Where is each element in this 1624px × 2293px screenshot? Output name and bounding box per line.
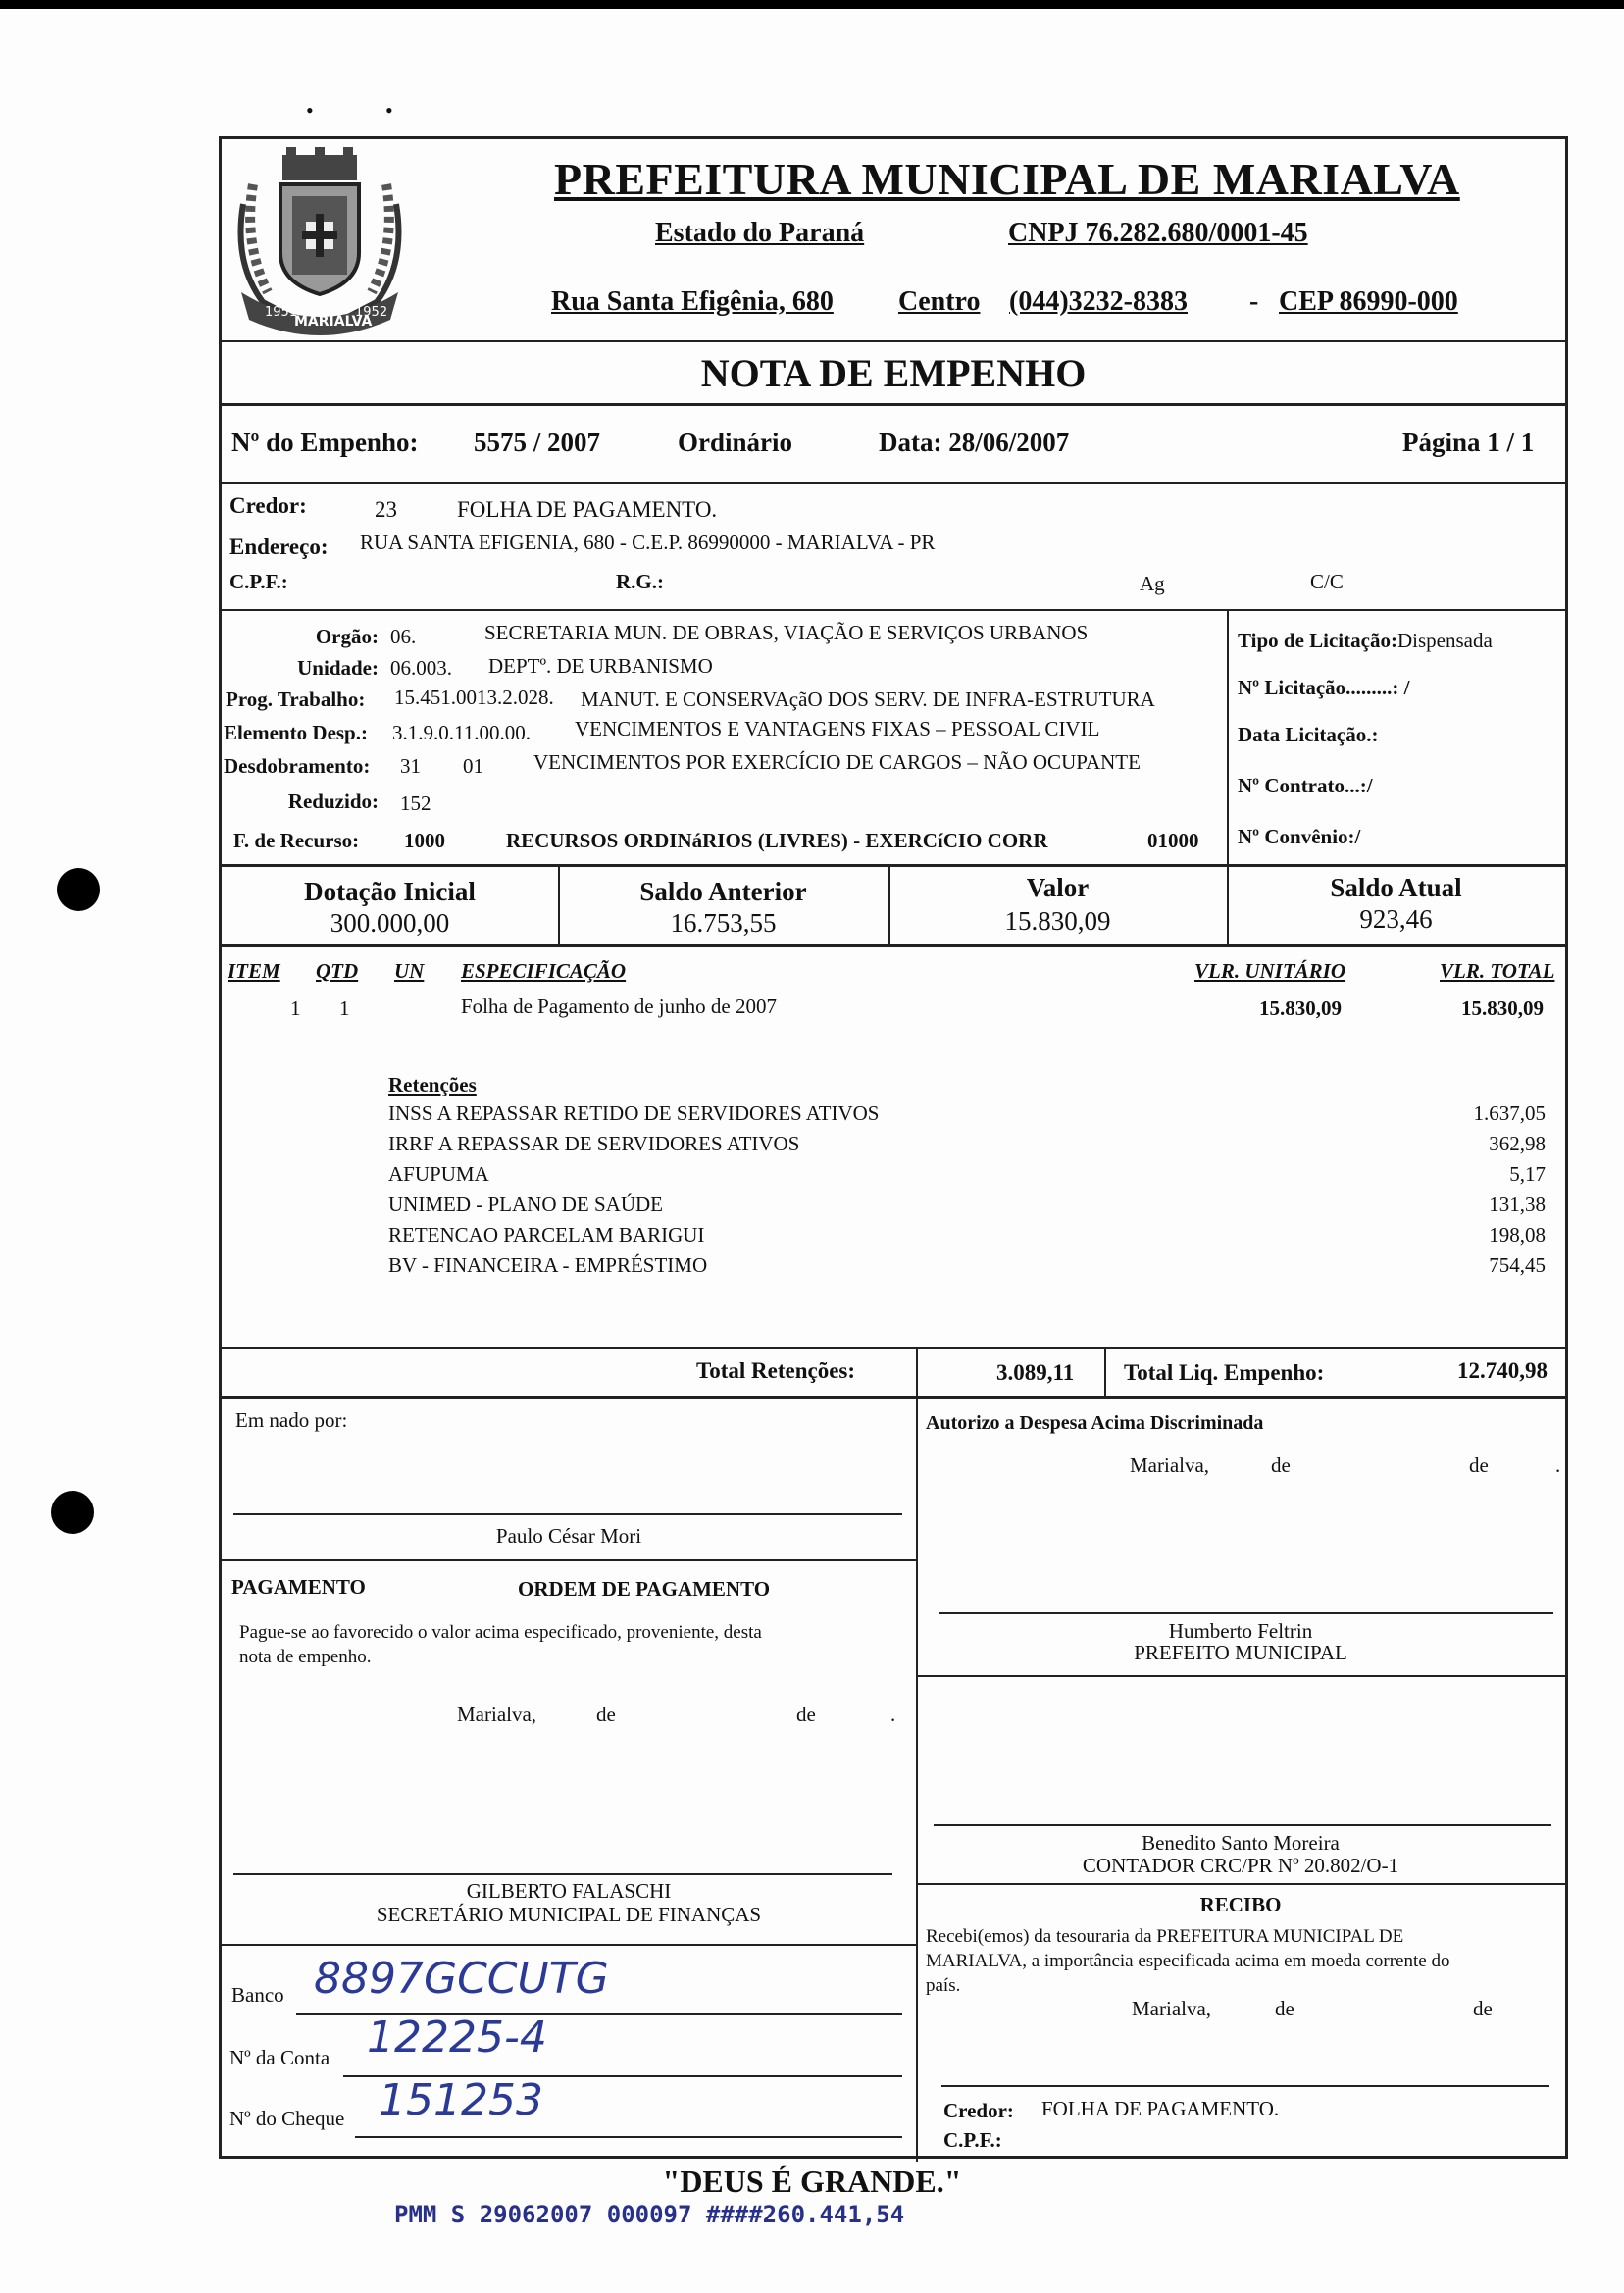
recurso-label: F. de Recurso: [233,829,360,852]
recurso-code: 1000 [404,829,445,852]
list-item-value: 1.637,05 [1473,1101,1546,1125]
header-sep: - [1249,286,1259,317]
cc-label: C/C [1310,570,1344,593]
col-qtd-header: QTD [316,959,359,983]
header-district: Centro [898,286,981,317]
document-title: NOTA DE EMPENHO [700,351,1087,395]
scan-top-border [0,0,1624,9]
total-liquido-value: 12.740,98 [1457,1358,1548,1383]
empenhado-name: Paulo César Mori [495,1524,642,1548]
list-item-value: 362,98 [1489,1132,1546,1155]
conta-value: 12225-4 [367,2013,547,2063]
scan-mark: • [385,98,393,123]
ordem-pagamento-label: ORDEM DE PAGAMENTO [518,1577,771,1601]
dotacao-inicial-value: 300.000,00 [330,908,450,938]
row-total: 15.830,09 [1461,996,1544,1020]
header-state: Estado do Paraná [655,218,865,248]
header-cep: CEP 86990-000 [1279,286,1458,317]
recibo-de2: de [1473,1997,1493,2020]
rg-label: R.G.: [616,570,664,593]
saldos-section [222,864,1565,944]
autorizo-de1: de [1271,1453,1291,1477]
banco-value: 8897GCCUTG [314,1954,609,2004]
unidade-label: Unidade: [297,656,379,680]
pagamento-text: Pague-se ao favorecido o valor acima especificado, proveniente, desta nota de empenho. [239,1622,762,1667]
prog-desc: MANUT. E CONSERVAçãO DOS SERV. DE INFRA-ESTRUTURA [581,688,1155,711]
valor-value: 15.830,09 [1004,906,1111,936]
col-vlr-unitario-header: VLR. UNITÁRIO [1194,959,1346,983]
empenho-type: Ordinário [678,428,793,457]
orgao-desc: SECRETARIA MUN. DE OBRAS, VIAÇÃO E SERVIÇOS URBANOS [484,621,1089,644]
empenhado-por-label: Em nado por: [235,1408,348,1432]
empenho-date: Data: 28/06/2007 [879,428,1070,457]
numero-contrato: Nº Contrato...:/ [1238,774,1373,797]
credor-name: FOLHA DE PAGAMENTO. [457,497,718,522]
empenho-number-label: Nº do Empenho: [231,428,419,457]
unidade-desc: DEPTº. DE URBANISMO [488,654,713,678]
list-item: UNIMED - PLANO DE SAÚDE [388,1193,663,1216]
pagamento-de2: de [796,1703,816,1726]
punch-hole [57,868,100,911]
elemento-code: 3.1.9.0.11.00.00. [392,721,531,744]
header-title: PREFEITURA MUNICIPAL DE MARIALVA [554,154,1460,204]
conta-label: Nº da Conta [229,2046,330,2069]
orgao-code: 06. [390,625,417,648]
dotacao-inicial-label: Dotação Inicial [304,877,476,906]
empenho-number: 5575 / 2007 [474,428,601,457]
header-street: Rua Santa Efigênia, 680 [551,286,834,317]
pagamento-de1: de [596,1703,616,1726]
pagamento-place: Marialva, [457,1703,537,1726]
saldo-atual-label: Saldo Atual [1330,873,1462,902]
row-item: 1 [290,996,301,1020]
list-item: INSS A REPASSAR RETIDO DE SERVIDORES ATIVOS [388,1101,880,1125]
footer-motto: "DEUS É GRANDE." [662,2164,962,2199]
retencoes-list [388,1098,879,1281]
recurso-code2: 01000 [1147,829,1199,852]
scan-mark: • [306,98,314,123]
retencoes-title: Retenções [388,1073,477,1096]
empenho-info [222,403,1565,482]
elemento-label: Elemento Desp.: [224,721,368,744]
payment-stamp: PMM S 29062007 000097 ####260.441,54 [394,2201,905,2228]
document-title-band [222,340,1565,403]
orcamento-section [222,609,1565,864]
prefeito-signature: Humberto Feltrin PREFEITO MUNICIPAL [1134,1619,1347,1664]
valor-label: Valor [1026,873,1090,902]
list-item-value: 131,38 [1489,1193,1546,1216]
desdobramento-desc: VENCIMENTOS POR EXERCÍCIO DE CARGOS – NÃO OCUPANTE [533,750,1141,774]
cpf-label: C.P.F.: [229,570,288,593]
recibo-de1: de [1275,1997,1294,2020]
recurso-desc: RECURSOS ORDINáRIOS (LIVRES) - EXERCíCIO CORR [506,829,1048,852]
letterhead [222,139,1565,340]
row-qtd: 1 [339,996,350,1020]
saldo-anterior-value: 16.753,55 [670,908,777,938]
empenho-page: Página 1 / 1 [1402,428,1535,457]
total-retencoes-value: 3.089,11 [996,1360,1075,1385]
nota-de-empenho-form [219,136,1568,2159]
total-liquido-label: Total Liq. Empenho: [1124,1360,1325,1385]
items-section [222,944,1565,1347]
banco-label: Banco [231,1983,284,2007]
row-unit: 15.830,09 [1259,996,1342,1020]
list-item: IRRF A REPASSAR DE SERVIDORES ATIVOS [388,1132,800,1155]
numero-convenio: Nº Convênio:/ [1238,825,1361,848]
orgao-label: Orgão: [315,625,379,648]
autorizo-label: Autorizo a Despesa Acima Discriminada [926,1412,1264,1434]
header-cnpj: CNPJ 76.282.680/0001-45 [1008,218,1308,248]
saldo-atual-value: 923,46 [1359,904,1433,934]
svg-text:MARIALVA: MARIALVA [294,314,373,330]
recibo-place: Marialva, [1132,1997,1212,2020]
totals-row [222,1347,1565,1396]
list-item: AFUPUMA [388,1162,489,1186]
data-licitacao: Data Licitação.: [1238,723,1379,746]
prog-code: 15.451.0013.2.028. [394,686,554,709]
recibo-credor-value: FOLHA DE PAGAMENTO. [1041,2097,1280,2120]
elemento-desc: VENCIMENTOS E VANTAGENS FIXAS – PESSOAL CIVIL [575,717,1100,740]
recibo-text: Recebi(emos) da tesouraria da PREFEITURA MUNICIPAL DE MARIALVA, a importância especificada acima em moeda corrente do país. [926,1926,1450,1996]
cheque-label: Nº do Cheque [229,2107,345,2130]
pagamento-dot: . [890,1703,896,1726]
credor-section [222,482,1565,609]
unidade-code: 06.003. [390,656,452,680]
secretario-signature: GILBERTO FALASCHI SECRETÁRIO MUNICIPAL DE FINANÇAS [376,1879,762,1926]
saldo-anterior-label: Saldo Anterior [639,877,807,906]
numero-licitacao: Nº Licitação.........: / [1238,676,1410,699]
tipo-licitacao: Tipo de Licitação:Dispensada [1238,629,1493,652]
col-especificacao-header: ESPECIFICAÇÃO [461,959,627,983]
punch-hole [51,1491,94,1534]
list-item-value: 754,45 [1489,1253,1546,1277]
desdobramento-code2: 01 [463,754,483,778]
prog-label: Prog. Trabalho: [226,688,366,711]
list-item: BV - FINANCEIRA - EMPRÉSTIMO [388,1253,708,1277]
credor-code: 23 [375,497,397,522]
municipal-seal-icon [224,145,416,337]
svg-text:1951: 1951 [265,305,298,320]
autorizo-dot: . [1555,1453,1561,1477]
col-vlr-total-header: VLR. TOTAL [1440,959,1555,983]
credor-label: Credor: [229,493,307,518]
col-item-header: ITEM [228,959,280,983]
header-phone: (044)3232-8383 [1009,286,1188,317]
total-retencoes-label: Total Retenções: [696,1358,856,1383]
autorizo-place: Marialva, [1130,1453,1210,1477]
col-un-header: UN [394,959,425,983]
recibo-title: RECIBO [1199,1893,1282,1916]
row-desc: Folha de Pagamento de junho de 2007 [461,994,777,1018]
recibo-credor-label: Credor: [943,2099,1014,2122]
ag-label: Ag [1140,572,1165,595]
contador-signature: Benedito Santo Moreira CONTADOR CRC/PR Nº 20.802/O-1 [1082,1831,1399,1877]
reduzido-label: Reduzido: [287,790,379,813]
pagamento-label: PAGAMENTO [231,1575,366,1599]
desdobramento-code1: 31 [400,754,421,778]
autorizo-de2: de [1469,1453,1489,1477]
endereco-label: Endereço: [229,535,329,559]
svg-text:1952: 1952 [355,305,388,320]
desdobramento-label: Desdobramento: [224,754,371,778]
reduzido-code: 152 [400,791,431,815]
list-item-value: 5,17 [1509,1162,1546,1186]
credor-address: RUA SANTA EFIGENIA, 680 - C.E.P. 86990000 - MARIALVA - PR [360,531,936,554]
list-item: RETENCAO PARCELAM BARIGUI [388,1223,705,1247]
recibo-cpf-label: C.P.F.: [943,2128,1002,2152]
signatures-area [222,1396,1565,2159]
retencoes-values [1349,1098,1546,1281]
cheque-value: 151253 [379,2075,543,2125]
list-item-value: 198,08 [1489,1223,1546,1247]
